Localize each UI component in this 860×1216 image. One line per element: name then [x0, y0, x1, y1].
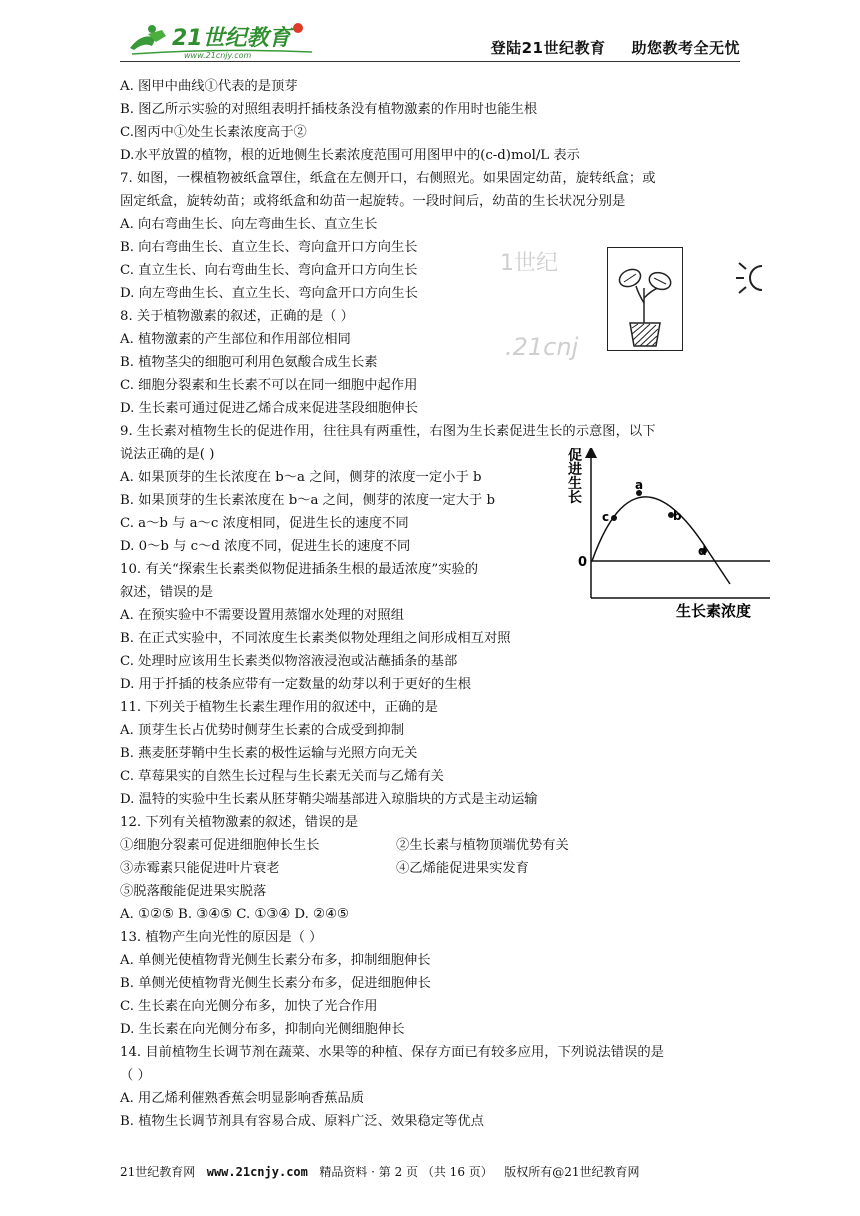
option-line: C. 草莓果实的自然生长过程与生长素无关而与乙烯有关	[120, 769, 444, 784]
slogan-left: 登陆21世纪教育	[490, 39, 606, 57]
footer-copyright: 版权所有@21世纪教育网	[504, 1165, 640, 1179]
watermark-text: .21cnj	[505, 333, 579, 361]
option-line: C. 直立生长、向右弯曲生长、弯向盒开口方向生长	[120, 263, 418, 278]
point-label-c: c	[602, 510, 610, 524]
y-axis-label: 促	[568, 448, 582, 464]
question-stem: 9. 生长素对植物生长的促进作用，往往具有两重性，右图为生长素促进生长的示意图，以下	[120, 424, 656, 439]
question-stem: 12. 下列有关植物激素的叙述，错误的是	[120, 815, 359, 830]
slogan-right: 助您教考全无忧	[631, 39, 740, 57]
question-stem: 14. 目前植物生长调节剂在蔬菜、水果等的种植、保存方面已有较多应用，下列说法错误的是	[120, 1045, 664, 1060]
origin-label: 0	[578, 555, 588, 570]
page-footer	[120, 1163, 640, 1180]
option-line: B. 植物茎尖的细胞可利用色氨酸合成生长素	[120, 355, 378, 370]
option-line: C. 细胞分裂素和生长素不可以在同一细胞中起作用	[120, 378, 418, 393]
option-line: C. 生长素在向光侧分布多，加快了光合作用	[120, 999, 378, 1014]
option-line: A. 顶芽生长占优势时侧芽生长素的合成受到抑制	[120, 723, 404, 738]
option-line: D. 向左弯曲生长、直立生长、弯向盒开口方向生长	[120, 286, 418, 301]
point-c	[611, 515, 617, 521]
point-label-a: a	[635, 478, 644, 492]
footer-page-info: 精品资料 · 第 2 页 （共 16 页）	[319, 1165, 493, 1179]
question-stem: 13. 植物产生向光性的原因是（ ）	[120, 930, 323, 945]
question-stem: 10. 有关“探索生长素类似物促进插条生根的最适浓度”实验的	[120, 562, 479, 577]
growth-curve-figure	[556, 448, 776, 620]
y-axis-label: 进	[568, 462, 582, 478]
option-line: B. 单侧光使植物背光侧生长素分布多，促进细胞伸长	[120, 976, 431, 991]
logo-text: 21世纪教育	[172, 26, 291, 51]
header-slogan	[465, 37, 740, 58]
plant-box-figure	[607, 247, 683, 351]
question-stem: 7. 如图，一棵植物被纸盒罩住，纸盒在左侧开口，右侧照光。如果固定幼苗，旋转纸盒；或	[120, 171, 656, 186]
header-divider	[120, 61, 740, 62]
option-line: A. 在预实验中不需要设置用蒸馏水处理的对照组	[120, 608, 404, 623]
option-line: A. 向右弯曲生长、向左弯曲生长、直立生长	[120, 217, 378, 232]
option-line: C. a～b 与 a～c 浓度相同，促进生长的速度不同	[120, 516, 409, 531]
option-line: A. ①②⑤ B. ③④⑤ C. ①③④ D. ②④⑤	[120, 907, 349, 922]
text-line: 固定纸盒，旋转幼苗；或将纸盒和幼苗一起旋转。一段时间后，幼苗的生长状况分别是	[120, 194, 626, 209]
text-line: （ ）	[120, 1068, 151, 1083]
text-line: 叙述，错误的是	[120, 585, 214, 600]
question-stem: 8. 关于植物激素的叙述，正确的是（ ）	[120, 309, 354, 324]
statement-line: ①细胞分裂素可促进细胞伸长生长	[120, 838, 320, 853]
option-line: A. 单侧光使植物背光侧生长素分布多，抑制细胞伸长	[120, 953, 431, 968]
footer-url[interactable]: www.21cnjy.com	[206, 1165, 308, 1179]
option-line: B. 燕麦胚芽鞘中生长素的极性运输与光照方向无关	[120, 746, 418, 761]
option-line: B. 向右弯曲生长、直立生长、弯向盒开口方向生长	[120, 240, 418, 255]
text-line: D.水平放置的植物，根的近地侧生长素浓度范围可用图甲中的(c-d)mol/L 表示	[120, 148, 580, 163]
site-logo[interactable]	[122, 18, 322, 60]
text-line: B. 图乙所示实验的对照组表明扦插枝条没有植物激素的作用时也能生根	[120, 102, 538, 117]
x-axis-label: 生长素浓度	[676, 602, 752, 620]
statement-line: ⑤脱落酸能促进果实脱落	[120, 884, 267, 899]
option-line: D. 生长素在向光侧分布多，抑制向光侧细胞伸长	[120, 1022, 405, 1037]
point-label-d: d	[698, 544, 707, 558]
y-axis-label: 长	[568, 490, 582, 506]
text-line: C.图丙中①处生长素浓度高于②	[120, 125, 307, 140]
option-line: B. 植物生长调节剂具有容易合成、原料广泛、效果稳定等优点	[120, 1114, 484, 1129]
option-line: A. 用乙烯利催熟香蕉会明显影响香蕉品质	[120, 1091, 365, 1106]
option-line: B. 如果顶芽的生长素浓度在 b～a 之间，侧芽的浓度一定大于 b	[120, 493, 495, 508]
question-stem: 11. 下列关于植物生长素生理作用的叙述中，正确的是	[120, 700, 438, 715]
option-line: D. 0～b 与 c～d 浓度不同，促进生长的速度不同	[120, 539, 411, 554]
option-line: A. 植物激素的产生部位和作用部位相同	[120, 332, 351, 347]
logo-subtext: www.21cnjy.com	[184, 51, 252, 60]
statement-line: ④乙烯能促进果实发育	[396, 861, 529, 876]
text-line: A. 图甲中曲线①代表的是顶芽	[120, 79, 298, 94]
option-line: D. 用于扦插的枝条应带有一定数量的幼芽以利于更好的生根	[120, 677, 472, 692]
statement-line: ②生长素与植物顶端优势有关	[396, 838, 569, 853]
watermark-text: 1世纪	[500, 251, 558, 276]
y-axis-label: 生	[568, 476, 582, 492]
growth-curve	[592, 497, 730, 584]
statement-line: ③赤霉素只能促进叶片衰老	[120, 861, 280, 876]
point-label-b: b	[673, 509, 682, 523]
option-line: A. 如果顶芽的生长浓度在 b～a 之间，侧芽的浓度一定小于 b	[120, 470, 482, 485]
option-line: C. 处理时应该用生长素类似物溶液浸泡或沾蘸插条的基部	[120, 654, 458, 669]
option-line: B. 在正式实验中，不同浓度生长素类似物处理组之间形成相互对照	[120, 631, 511, 646]
option-line: D. 生长素可通过促进乙烯合成来促进茎段细胞伸长	[120, 401, 418, 416]
sun-icon	[722, 258, 762, 298]
footer-site: 21世纪教育网	[120, 1165, 196, 1179]
text-line: 说法正确的是( )	[120, 447, 215, 462]
option-line: D. 温特的实验中生长素从胚芽鞘尖端基部进入琼脂块的方式是主动运输	[120, 792, 538, 807]
